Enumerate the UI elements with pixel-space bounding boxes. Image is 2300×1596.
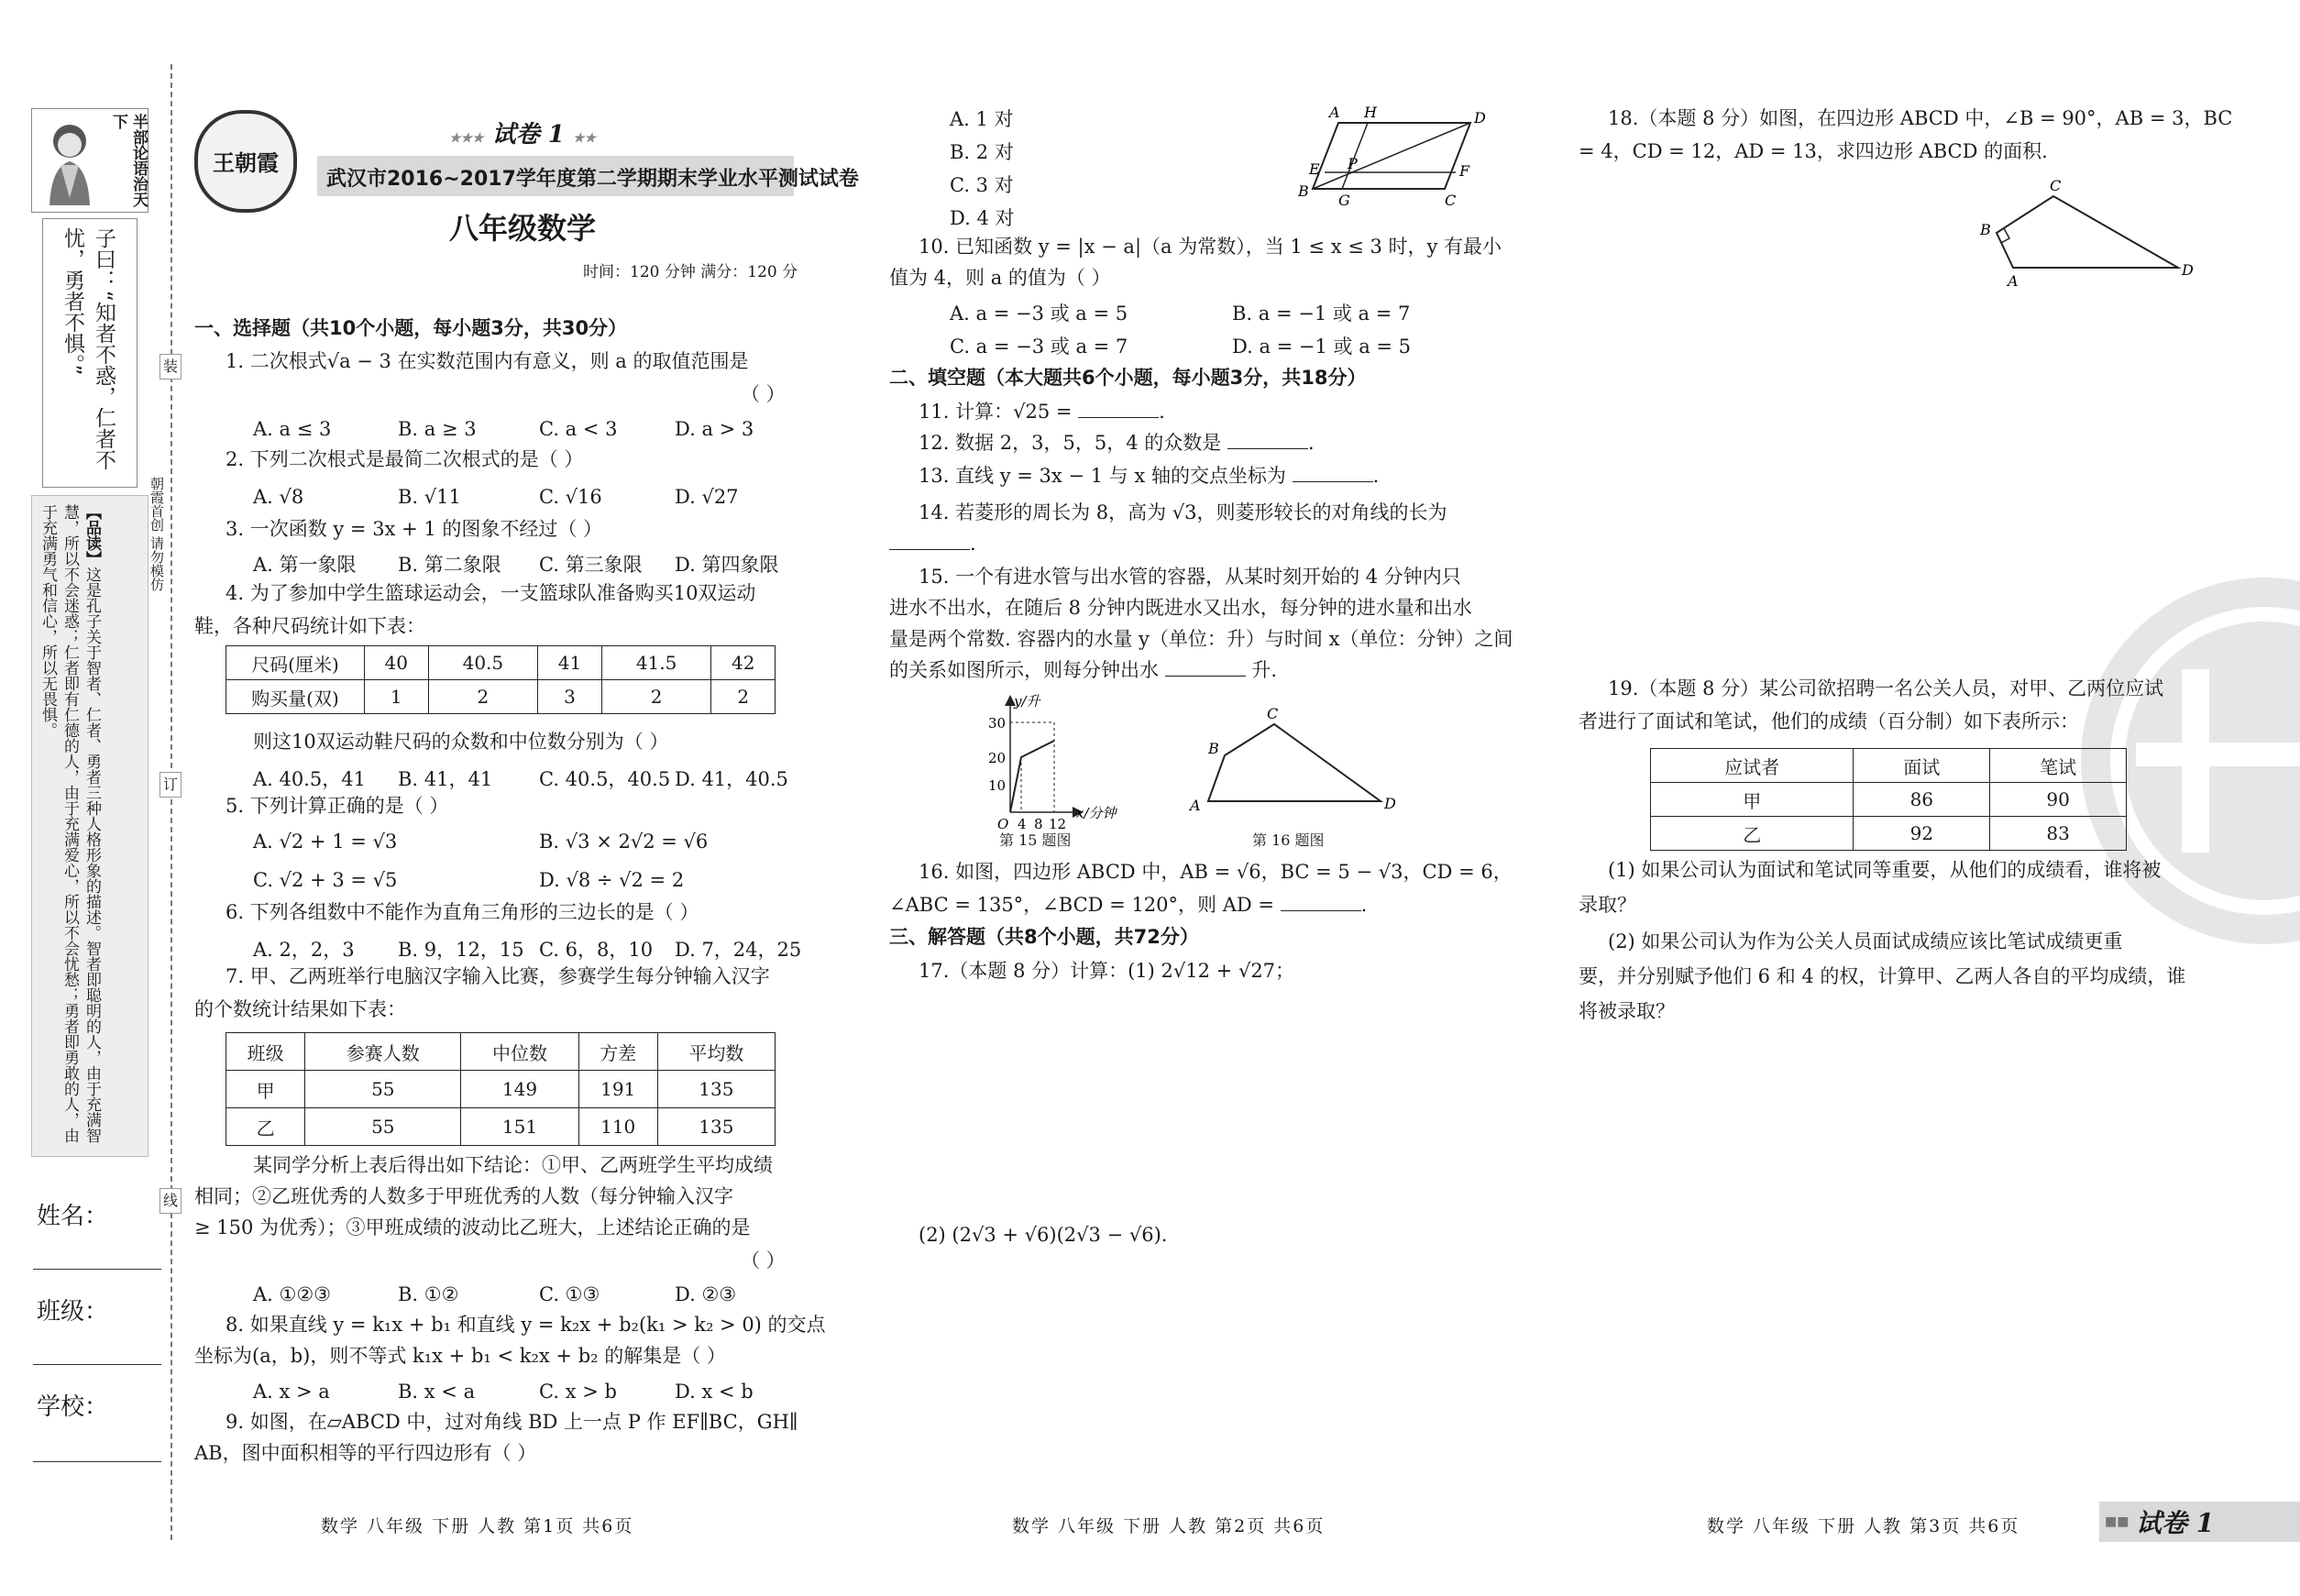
- table-header-cell: 班级: [226, 1033, 305, 1071]
- question-15-line-2: 进水不出水，在随后 8 分钟内既进水又出水，每分钟的进水量和出水: [889, 597, 1472, 619]
- table-cell: 83: [1990, 817, 2127, 851]
- footer-page-2: 数学 八年级 下册 人教 第2页 共6页: [1012, 1516, 1326, 1536]
- question-18-line-2: = 4，CD = 12，AD = 13，求四边形 ABCD 的面积.: [1579, 140, 2048, 162]
- table-header-cell: 参赛人数: [305, 1033, 461, 1071]
- question-17-part-2: (2) (2√3 + √6)(2√3 − √6).: [919, 1224, 1168, 1246]
- figure-15-caption: 第 15 题图: [999, 831, 1072, 849]
- question-19-part-2-line-1: (2) 如果公司认为作为公关人员面试成绩应该比笔试成绩更重: [1608, 930, 2123, 952]
- question-11: 11. 计算：√25 = .: [919, 401, 1165, 423]
- question-9-option-a: A. 1 对: [950, 108, 1014, 130]
- table-cell: 41.5: [601, 646, 711, 680]
- question-13-text: 13. 直线 y = 3x − 1 与 x 轴的交点坐标为: [919, 465, 1286, 487]
- question-19-part-1-line-1: (1) 如果公司认为面试和笔试同等重要，从他们的成绩看，谁将被: [1608, 859, 2162, 881]
- sidebar-reading-text: [37, 504, 103, 1146]
- name-field[interactable]: [33, 1269, 161, 1270]
- table-row: [1651, 817, 2127, 851]
- table-cell: 40.5: [428, 646, 538, 680]
- question-2: 2. 下列二次根式是最简二次根式的是（ ）: [226, 448, 584, 470]
- question-19-line-2: 者进行了面试和笔试，他们的成绩（百分制）如下表所示：: [1579, 710, 2079, 732]
- table-cell: 1: [365, 680, 429, 714]
- question-12: 12. 数据 2，3，5，5，4 的众数是 .: [919, 432, 1315, 454]
- question-10-line-1: 10. 已知函数 y = |x − a|（a 为常数），当 1 ≤ x ≤ 3 时，y 有最小: [919, 236, 1502, 258]
- fig18-label-a: A: [2008, 272, 2019, 290]
- table-cell: 86: [1854, 783, 1990, 817]
- table-row: [226, 680, 776, 714]
- question-12-text: 12. 数据 2，3，5，5，4 的众数是: [919, 432, 1222, 454]
- table-row: [226, 1033, 776, 1071]
- table-cell: 2: [601, 680, 711, 714]
- fig18-label-b: B: [1980, 221, 1991, 238]
- table-cell: 55: [305, 1108, 461, 1146]
- test-tag-text: 试卷 1: [491, 121, 565, 149]
- question-7-option-d: D. ②③: [675, 1283, 737, 1305]
- figure-16-caption: 第 16 题图: [1252, 831, 1325, 849]
- school-label: 学校：: [37, 1393, 109, 1421]
- reading-label: 【品读】: [83, 504, 101, 567]
- answer-blank-15[interactable]: [1165, 657, 1246, 677]
- class-label: 班级：: [37, 1298, 109, 1326]
- fig9-label-p: P: [1348, 155, 1358, 172]
- class-field[interactable]: [33, 1364, 161, 1365]
- question-15-text: 的关系如图所示，则每分钟出水: [889, 659, 1159, 681]
- fig9-label-b: B: [1298, 182, 1309, 200]
- fig9-label-e: E: [1309, 160, 1320, 178]
- table-cell: 购买量(双): [226, 680, 365, 714]
- question-7-option-b: B. ①②: [398, 1283, 459, 1305]
- question-19-answer-area[interactable]: [1577, 1036, 2200, 1476]
- fig9-label-h: H: [1364, 104, 1377, 121]
- question-7-paren: （ ）: [741, 1249, 786, 1271]
- table-row: [226, 1071, 776, 1108]
- table-row: [226, 646, 776, 680]
- fig15-x-tick: 4: [1018, 816, 1027, 832]
- question-8-option-a: A. x > a: [253, 1381, 330, 1403]
- figure-18-quadrilateral: [1971, 174, 2209, 293]
- question-15-line-4: [889, 655, 1277, 686]
- question-7-line-1: 7. 甲、乙两班举行电脑汉字输入比赛，参赛学生每分钟输入汉字: [226, 965, 770, 987]
- table-cell: 2: [428, 680, 538, 714]
- question-10-line-2: 值为 4，则 a 的值为（ ）: [889, 267, 1111, 289]
- table-header-cell: 笔试: [1990, 749, 2127, 783]
- table-cell: 55: [305, 1071, 461, 1108]
- typing-stats-table: [226, 1032, 776, 1146]
- question-3-option-d: D. 第四象限: [675, 554, 779, 576]
- question-6-option-a: A. 2，2，3: [253, 939, 355, 961]
- table-cell: 甲: [226, 1071, 305, 1108]
- fig15-x-tick: 8: [1034, 816, 1043, 832]
- fig18-label-d: D: [2182, 261, 2194, 279]
- figure-16-quadrilateral: [1183, 706, 1403, 825]
- question-10-option-b: B. a = −1 或 a = 7: [1232, 303, 1411, 325]
- fig15-y-tick: 30: [988, 715, 1007, 732]
- section-3-title: 三、解答题（共8个小题，共72分）: [889, 926, 1199, 948]
- question-1-paren: （ ）: [741, 383, 786, 405]
- question-1: 1. 二次根式√a − 3 在实数范围内有意义，则 a 的取值范围是: [226, 350, 749, 372]
- question-15-line-1: 15. 一个有进水管与出水管的容器，从某时刻开始的 4 分钟内只: [919, 566, 1461, 588]
- school-field[interactable]: [33, 1461, 161, 1462]
- question-5-option-c: C. √2 + 3 = √5: [253, 869, 398, 891]
- question-4-option-a: A. 40.5，41: [253, 768, 366, 790]
- table-cell: 110: [578, 1108, 657, 1146]
- question-5-option-a: A. √2 + 1 = √3: [253, 831, 398, 853]
- fig15-y-label: y/升: [1014, 693, 1040, 710]
- question-8-line-2: 坐标为(a，b)，则不等式 k₁x + b₁ < k₂x + b₂ 的解集是（ ）: [194, 1345, 726, 1367]
- fig16-label-d: D: [1384, 795, 1396, 812]
- table-cell: 乙: [1651, 817, 1854, 851]
- table-header-cell: 应试者: [1651, 749, 1854, 783]
- time-info: 时间：120 分钟 满分：120 分: [583, 263, 798, 281]
- footer-page-1: 数学 八年级 下册 人教 第1页 共6页: [321, 1516, 634, 1536]
- question-2-option-d: D. √27: [675, 486, 739, 508]
- table-header-cell: 方差: [578, 1033, 657, 1071]
- table-cell: 191: [578, 1071, 657, 1108]
- sidebar-quote: 子曰：“知者不惑，仁者不忧，勇者不惧。”: [61, 227, 116, 470]
- answer-blank-14[interactable]: [889, 531, 970, 550]
- question-3-option-a: A. 第一象限: [253, 554, 357, 576]
- question-9-option-d: D. 4 对: [950, 207, 1015, 229]
- question-2-option-a: A. √8: [253, 486, 304, 508]
- right-angle-mark: [2001, 228, 2009, 243]
- question-10-option-a: A. a = −3 或 a = 5: [950, 303, 1128, 325]
- figure-9-parallelogram: [1274, 103, 1494, 213]
- diagonal-bd: [1313, 123, 1470, 189]
- question-14-answer: .: [889, 528, 976, 559]
- question-9-line-2: AB，图中面积相等的平行四边形有（ ）: [194, 1442, 537, 1464]
- question-15-line-3: 量是两个常数. 容器内的水量 y（单位：升）与时间 x（单位：分钟）之间: [889, 628, 1513, 650]
- question-8-option-d: D. x < b: [675, 1381, 754, 1403]
- fig15-y-tick: 20: [988, 750, 1007, 766]
- question-8-line-1: 8. 如果直线 y = k₁x + b₁ 和直线 y = k₂x + b₂(k₁ > k₂ > 0) 的交点: [226, 1314, 826, 1336]
- fig15-x-tick: 12: [1049, 816, 1067, 832]
- question-7-line-3: 某同学分析上表后得出如下结论：①甲、乙两班学生平均成绩: [253, 1154, 773, 1176]
- question-2-option-b: B. √11: [398, 486, 461, 508]
- fig18-label-c: C: [2050, 177, 2062, 194]
- question-7-line-5: ≥ 150 为优秀）；③甲班成绩的波动比乙班大，上述结论正确的是: [194, 1216, 751, 1238]
- star-icon: ★★★: [449, 131, 484, 146]
- question-19-line-1: 19.（本题 8 分）某公司欲招聘一名公关人员，对甲、乙两位应试: [1608, 677, 2164, 699]
- question-5: 5. 下列计算正确的是（ ）: [226, 795, 449, 817]
- question-4-line-3: 则这10双运动鞋尺码的众数和中位数分别为（ ）: [253, 731, 669, 753]
- table-cell: 135: [657, 1108, 775, 1146]
- question-14: 14. 若菱形的周长为 8，高为 √3，则菱形较长的对角线的长为: [919, 501, 1447, 523]
- question-9-line-1: 9. 如图，在▱ABCD 中，过对角线 BD 上一点 P 作 EF∥BC，GH∥: [226, 1411, 798, 1433]
- question-4-line-1: 4. 为了参加中学生篮球运动会，一支篮球队准备购买10双运动: [226, 582, 756, 604]
- table-cell: 尺码(厘米): [226, 646, 365, 680]
- table-cell: 乙: [226, 1108, 305, 1146]
- section-2-title: 二、填空题（本大题共6个小题，每小题3分，共18分）: [889, 367, 1367, 389]
- binding-mark-3: 线: [160, 1188, 182, 1214]
- answer-blank-11[interactable]: [1078, 399, 1159, 418]
- question-16-line-1: 16. 如图，四边形 ABCD 中，AB = √6，BC = 5 − √3，CD = 6，: [919, 861, 1513, 883]
- star-icon: ★★: [572, 131, 597, 146]
- table-cell: 42: [711, 646, 776, 680]
- question-7-option-c: C. ①③: [539, 1283, 600, 1305]
- question-17-part-1-answer-area[interactable]: [917, 994, 1503, 1205]
- question-4-option-d: D. 41，40.5: [675, 768, 788, 790]
- footer-page-3: 数学 八年级 下册 人教 第3页 共6页: [1707, 1516, 2020, 1536]
- name-label: 姓名：: [37, 1203, 109, 1230]
- fig16-label-b: B: [1208, 740, 1219, 757]
- answer-blank-12[interactable]: [1227, 430, 1308, 449]
- question-16-line-2: ∠ABC = 135°，∠BCD = 120°，则 AD = .: [889, 894, 1368, 916]
- question-11-text: 11. 计算：√25 =: [919, 401, 1073, 423]
- table-header-cell: 中位数: [461, 1033, 578, 1071]
- fig15-x-label: x/分钟: [1076, 805, 1117, 821]
- table-cell: 甲: [1651, 783, 1854, 817]
- fig9-label-c: C: [1445, 192, 1457, 209]
- interview-score-table: [1650, 748, 2127, 851]
- question-6-option-d: D. 7，24，25: [675, 939, 802, 961]
- question-17-part-1: 17.（本题 8 分）计算：(1) 2√12 + √27；: [919, 960, 1295, 982]
- fig15-x-tick: O: [997, 816, 1009, 832]
- question-4-line-2: 鞋，各种尺码统计如下表：: [194, 615, 425, 637]
- table-cell: 92: [1854, 817, 1990, 851]
- table-cell: 41: [538, 646, 602, 680]
- fig9-label-a: A: [1329, 104, 1340, 121]
- question-4-option-c: C. 40.5，40.5: [539, 768, 671, 790]
- question-3-option-c: C. 第三象限: [539, 554, 643, 576]
- fig9-label-g: G: [1338, 192, 1350, 209]
- table-header-cell: 平均数: [657, 1033, 775, 1071]
- question-7-line-2: 的个数统计结果如下表：: [194, 998, 406, 1020]
- quadrilateral-abcd: [1997, 196, 2178, 268]
- question-8-option-c: C. x > b: [539, 1381, 617, 1403]
- question-3: 3. 一次函数 y = 3x + 1 的图象不经过（ ）: [226, 518, 603, 540]
- table-cell: 3: [538, 680, 602, 714]
- question-17-part-2-answer-area[interactable]: [917, 1258, 1503, 1478]
- quadrilateral-abcd: [1208, 724, 1381, 801]
- table-cell: 2: [711, 680, 776, 714]
- confucius-portrait-icon: [37, 114, 103, 205]
- question-1-option-d: D. a > 3: [675, 418, 754, 440]
- question-19-part-2-line-3: 将被录取？: [1579, 1000, 1675, 1022]
- question-15-unit: 升.: [1251, 659, 1278, 681]
- table-row: [226, 1108, 776, 1146]
- table-cell: 40: [365, 646, 429, 680]
- question-6-option-c: C. 6，8，10: [539, 939, 654, 961]
- fig9-label-f: F: [1459, 162, 1470, 180]
- question-9-option-c: C. 3 对: [950, 174, 1014, 196]
- figure-15-graph: [981, 689, 1164, 845]
- binding-line: [171, 64, 172, 1540]
- table-row: [1651, 783, 2127, 817]
- binding-mark-2: 订: [160, 772, 182, 798]
- logo-text: 王朝霞: [213, 149, 279, 176]
- fig16-label-c: C: [1267, 706, 1279, 722]
- footer-tag: 试卷 1: [2136, 1508, 2215, 1538]
- question-7-line-4: 相同；②乙班优秀的人数多于甲班优秀的人数（每分钟输入汉字: [194, 1185, 733, 1207]
- section-1-title: 一、选择题（共10个小题，每小题3分，共30分）: [194, 317, 628, 339]
- question-1-option-a: A. a ≤ 3: [253, 418, 332, 440]
- water-level-line: [1010, 741, 1054, 812]
- question-4-option-b: B. 41，41: [398, 768, 493, 790]
- question-9-option-b: B. 2 对: [950, 141, 1014, 163]
- fig15-y-tick: 10: [988, 777, 1007, 794]
- subject-title: 八年级数学: [449, 211, 597, 246]
- question-7-option-a: A. ①②③: [253, 1283, 331, 1305]
- question-1-option-c: C. a < 3: [539, 418, 618, 440]
- question-19-part-1-line-2: 录取？: [1579, 894, 1636, 916]
- footer-decor-icon: ■■: [2105, 1514, 2129, 1529]
- copyright-notice: 朝霞首创 请勿模仿: [149, 477, 165, 591]
- question-10-option-c: C. a = −3 或 a = 7: [950, 336, 1128, 358]
- question-8-option-b: B. x < a: [398, 1381, 476, 1403]
- question-10-option-d: D. a = −1 或 a = 5: [1232, 336, 1412, 358]
- table-cell: 90: [1990, 783, 2127, 817]
- sidebar-top-quote: 半部论语治天下: [109, 114, 148, 207]
- answer-blank-16[interactable]: [1281, 892, 1361, 911]
- exam-title: 武汉市2016~2017学年度第二学期期末学业水平测试试卷: [326, 168, 859, 191]
- table-header-cell: 面试: [1854, 749, 1990, 783]
- table-cell: 151: [461, 1108, 578, 1146]
- question-13: 13. 直线 y = 3x − 1 与 x 轴的交点坐标为 .: [919, 465, 1380, 487]
- question-5-option-b: B. √3 × 2√2 = √6: [539, 831, 709, 853]
- question-16-text: ∠ABC = 135°，∠BCD = 120°，则 AD =: [889, 894, 1274, 916]
- question-6-option-b: B. 9，12，15: [398, 939, 524, 961]
- question-6: 6. 下列各组数中不能作为直角三角形的三边长的是（ ）: [226, 901, 699, 923]
- fig16-label-a: A: [1190, 797, 1201, 814]
- fig9-label-d: D: [1474, 109, 1486, 127]
- test-tag: [449, 116, 596, 149]
- question-5-option-d: D. √8 ÷ √2 = 2: [539, 869, 685, 891]
- reading-body: 这是孔子关于智者、仁者、勇者三种人格形象的描述。智者即聪明的人，由于充满智慧，所以不会迷惑；仁者即有仁德的人，由于充满爱心，所以不会忧愁；勇者即勇敢的人，由于充满勇气和信心，所以无畏惧。: [39, 504, 101, 1143]
- question-2-option-c: C. √16: [539, 486, 602, 508]
- question-3-option-b: B. 第二象限: [398, 554, 501, 576]
- table-row: [1651, 749, 2127, 783]
- table-cell: 135: [657, 1071, 775, 1108]
- shoe-size-table: [226, 645, 776, 714]
- binding-mark-1: 装: [160, 354, 182, 380]
- question-18-line-1: 18.（本题 8 分）如图，在四边形 ABCD 中，∠B = 90°，AB = 3，BC: [1608, 107, 2233, 129]
- question-1-option-b: B. a ≥ 3: [398, 418, 477, 440]
- table-cell: 149: [461, 1071, 578, 1108]
- question-19-part-2-line-2: 要，并分别赋予他们 6 和 4 的权，计算甲、乙两人各自的平均成绩，谁: [1579, 965, 2186, 987]
- answer-blank-13[interactable]: [1293, 463, 1373, 482]
